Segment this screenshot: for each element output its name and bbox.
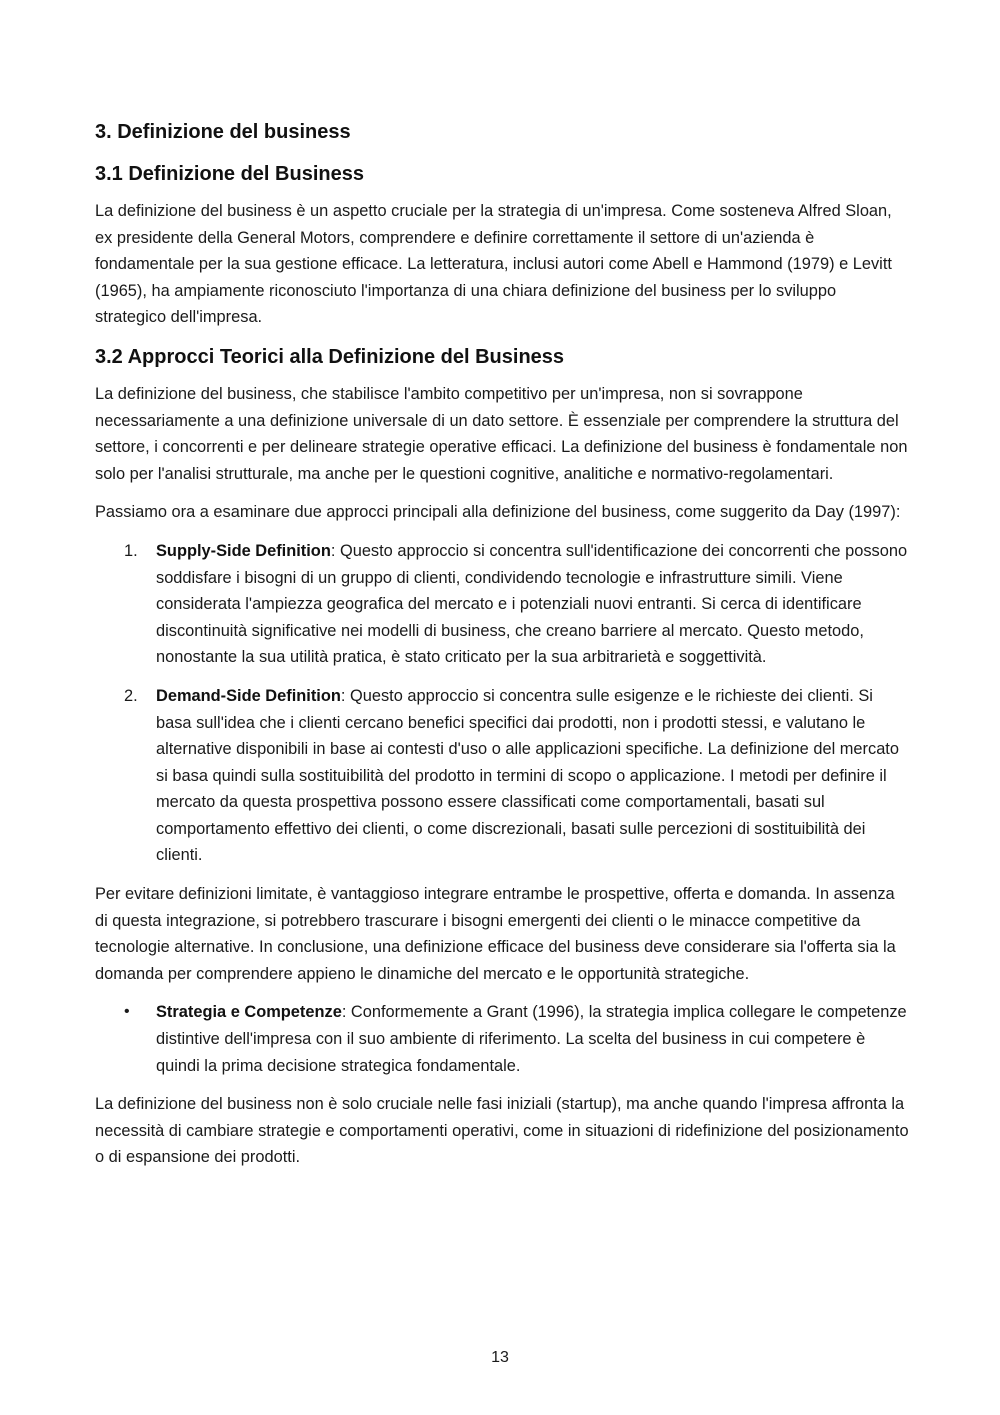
list-item-text: : Questo approccio si concentra sull'identificazione dei concorrenti che possono soddisfare i bisogni di un gruppo di clienti, condividendo tecnologie e infrastrutture simili. Viene considerata l'ampiezza geografica del mercato e i potenziali nuovi entranti. Si cerca di identificare discontinuità significative nei modelli di business, che creano barriere al mercato. Questo metodo, nonostante la sua utilità pratica, è stato criticato per la sua arbitrarietà e soggettività. (156, 541, 908, 667)
section-3-2-paragraph-1: La definizione del business, che stabilisce l'ambito competitivo per un'impresa, non si sovrappone necessariamente a una definizione universale di un dato settore. È essenziale per comprendere la struttura del settore, i concorrenti e per delineare strategie operative efficaci. La definizione del business è fondamentale non solo per l'analisi strutturale, ma anche per le questioni cognitive, analitiche e normativo-regolamentari. (95, 384, 908, 483)
list-item (95, 538, 910, 671)
list-item-term: Strategia e Competenze (156, 1003, 342, 1022)
section-3-2-paragraph-2: Passiamo ora a esaminare due approcci principali alla definizione del business, come suggerito da Day (1997): (95, 503, 901, 522)
section-title-3-2: 3.2 Approcci Teorici alla Definizione del Business (95, 345, 565, 368)
section-title-3-1: 3.1 Definizione del Business (95, 163, 364, 185)
section-3-1-paragraph: La definizione del business è un aspetto cruciale per la strategia di un'impresa. Come sosteneva Alfred Sloan, ex presidente della General Motors, comprendere e definire correttamente il settore di un'azienda è fondamentale per la sua gestione efficace. La letteratura, inclusi autori come Abell e Hammond (1979) e Levitt (1965), ha ampiamente riconosciuto l'importanza di una chiara definizione del business per lo sviluppo strategico dell'impresa. (95, 202, 892, 327)
section-3-2-paragraph-3: Per evitare definizioni limitate, è vantaggioso integrare entrambe le prospettive, offerta e domanda. In assenza di questa integrazione, si potrebbero trascurare i bisogni emergenti dei clienti o le minacce competitive da tecnologie alternative. In conclusione, una definizione efficace del business deve considerare sia l'offerta sia la domanda per comprendere appieno le dinamiche del mercato e le opportunità strategiche. (95, 885, 896, 983)
list-item (95, 683, 910, 869)
list-item (95, 999, 910, 1079)
list-item-text: : Conformemente a Grant (1996), la strategia implica collegare le competenze distintive dell'impresa con il suo ambiente di riferimento. La scelta del business in cui competere è quindi la prima decisione strategica fondamentale. (156, 1003, 907, 1075)
list-marker: 2. (124, 686, 138, 705)
list-marker: 1. (124, 541, 138, 560)
approaches-list (95, 538, 910, 869)
page-number: 13 (491, 1349, 509, 1366)
bullet-list (95, 999, 910, 1079)
list-item-term: Demand-Side Definition (156, 686, 341, 705)
section-3-2-paragraph-4: La definizione del business non è solo cruciale nelle fasi iniziali (startup), ma anche quando l'impresa affronta la necessità di cambiare strategie e comportamenti operativi, come in situazioni di ridefinizione del posizionamento o di espansione dei prodotti. (95, 1095, 909, 1167)
document-page (95, 118, 910, 1183)
list-item-text: : Questo approccio si concentra sulle esigenze e le richieste dei clienti. Si basa sull'idea che i clienti cercano benefici specifici dai prodotti, non i prodotti stessi, e valutano le alternative disponibili in base ai contesti d'uso o alle applicazioni specifiche. La definizione del mercato si basa quindi sulla sostituibilità del prodotto in termini di scopo o applicazione. I metodi per definire il mercato da questa prospettiva possono essere classificati come comportamentali, basati sul comportamento effettivo dei clienti, o come discrezionali, basati sulle percezioni di sostituibilità dei clienti. (156, 686, 899, 865)
chapter-heading: 3. Definizione del business (95, 121, 351, 143)
list-item-term: Supply-Side Definition (156, 541, 331, 560)
bullet-marker: • (124, 1003, 130, 1021)
